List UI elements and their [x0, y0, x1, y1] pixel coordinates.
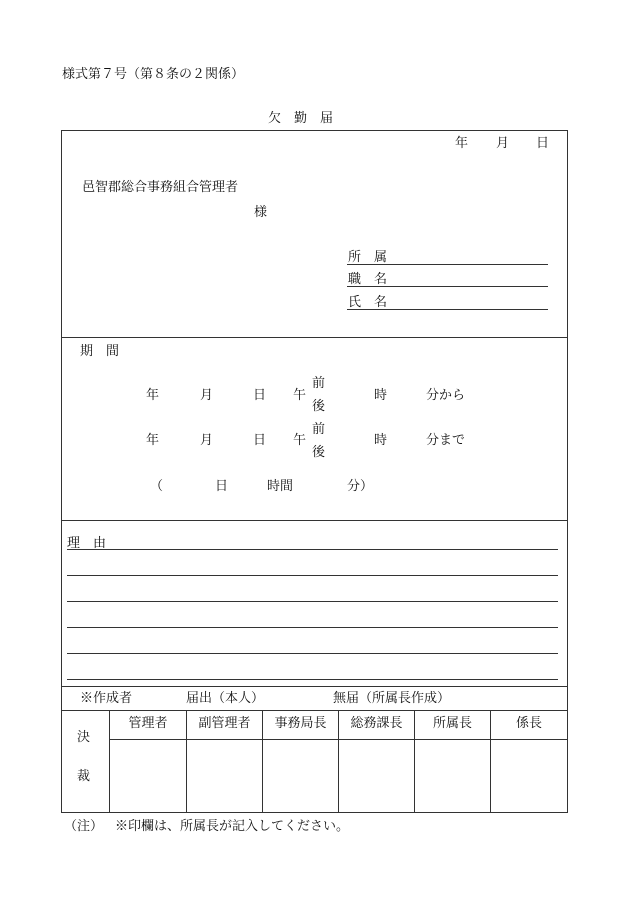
- seal-cell-general-affairs-chief[interactable]: [339, 740, 414, 812]
- to-noon: 午: [293, 433, 307, 448]
- from-hour: 時: [374, 388, 388, 403]
- to-hour: 時: [374, 433, 388, 448]
- approval-header-section-chief: 係長: [515, 716, 542, 731]
- author-label: ※作成者: [80, 691, 133, 706]
- seal-cell-deputy-manager[interactable]: [187, 740, 262, 812]
- affiliation-label: 所 属: [348, 250, 388, 265]
- from-year: 年: [146, 388, 160, 403]
- divider: [61, 686, 568, 687]
- reason-line[interactable]: [67, 601, 558, 602]
- divider: [61, 337, 568, 338]
- period-label: 期 間: [80, 344, 120, 359]
- total-minutes: 分）: [347, 479, 374, 494]
- name-label: 氏 名: [348, 295, 388, 310]
- to-month: 月: [200, 433, 214, 448]
- total-hours: 時間: [267, 479, 294, 494]
- recipient-honorific: 様: [254, 205, 268, 220]
- approval-side-label-bottom: 裁: [77, 769, 91, 784]
- reason-line[interactable]: [67, 653, 558, 654]
- affiliation-field[interactable]: [347, 264, 548, 265]
- to-pm[interactable]: 後: [312, 445, 326, 460]
- recipient-name: 邑智郡総合事務組合管理者: [82, 180, 239, 195]
- divider: [61, 520, 568, 521]
- from-noon: 午: [293, 388, 307, 403]
- date-month: 月: [496, 136, 510, 151]
- approval-header-manager: 管理者: [128, 716, 168, 731]
- divider: [61, 710, 568, 711]
- approval-header-department-head: 所属長: [432, 716, 472, 731]
- job-title-field[interactable]: [347, 286, 548, 287]
- from-am[interactable]: 前: [312, 376, 326, 391]
- from-minute: 分から: [426, 388, 466, 403]
- approval-header-general-affairs-chief: 総務課長: [350, 716, 403, 731]
- reason-line[interactable]: [67, 549, 558, 550]
- form-title: 欠 勤 届: [268, 111, 334, 126]
- approval-side-label-top: 決: [77, 730, 91, 745]
- to-day: 日: [253, 433, 267, 448]
- from-pm[interactable]: 後: [312, 399, 326, 414]
- approval-header-deputy-manager: 副管理者: [198, 716, 251, 731]
- note-prefix: （注）: [64, 819, 104, 834]
- seal-cell-manager[interactable]: [110, 740, 186, 812]
- seal-cell-department-head[interactable]: [415, 740, 490, 812]
- total-day: 日: [215, 479, 229, 494]
- note-text: ※印欄は、所属長が記入してください。: [115, 819, 350, 834]
- approval-header-secretariat-director: 事務局長: [274, 716, 327, 731]
- from-day: 日: [253, 388, 267, 403]
- to-am[interactable]: 前: [312, 422, 326, 437]
- to-year: 年: [146, 433, 160, 448]
- reason-line[interactable]: [67, 575, 558, 576]
- to-minute: 分まで: [426, 433, 466, 448]
- from-month: 月: [200, 388, 214, 403]
- form-number: 様式第７号（第８条の２関係）: [62, 67, 245, 82]
- seal-cell-section-chief[interactable]: [491, 740, 567, 812]
- reason-line[interactable]: [67, 627, 558, 628]
- reason-line[interactable]: [67, 679, 558, 680]
- job-title-label: 職 名: [348, 272, 388, 287]
- author-no-notice-option[interactable]: 無届（所属長作成）: [333, 691, 451, 706]
- date-day: 日: [536, 136, 550, 151]
- reason-label: 理 由: [67, 536, 107, 551]
- name-field[interactable]: [347, 309, 548, 310]
- author-self-option[interactable]: 届出（本人）: [186, 691, 265, 706]
- seal-cell-secretariat-director[interactable]: [263, 740, 338, 812]
- date-year: 年: [455, 136, 469, 151]
- total-open-paren: （: [150, 479, 164, 494]
